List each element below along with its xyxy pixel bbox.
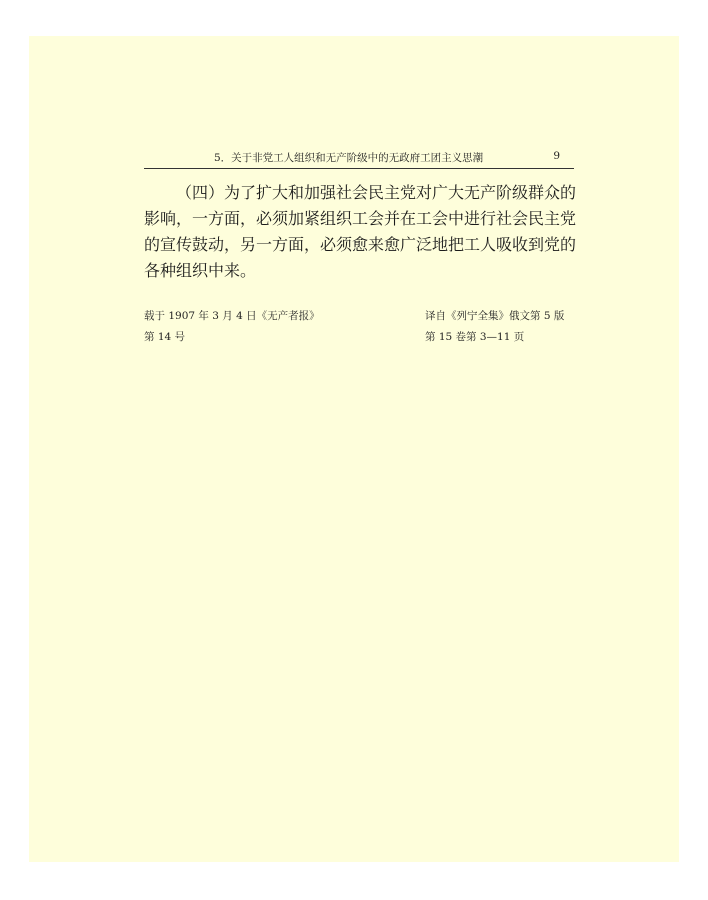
translation-source-line1: 译自《列宁全集》俄文第 5 版 — [425, 310, 565, 322]
translation-source — [425, 306, 564, 348]
publication-source-line2: 第 14 号 — [144, 331, 186, 343]
publication-source-line1: 载于 1907 年 3 月 4 日《无产者报》 — [144, 310, 320, 322]
publication-source — [144, 306, 320, 348]
body-paragraph: （四）为了扩大和加强社会民主党对广大无产阶级群众的影响，一方面，必须加紧组织工会并在工会中进行社会民主党的宣传鼓动，另一方面，必须愈来愈广泛地把工人吸收到党的各种组织中来。 — [144, 183, 577, 280]
page-number: 9 — [553, 150, 560, 162]
running-header — [144, 148, 574, 169]
header-title: 5．关于非党工人组织和无产阶级中的无政府工团主义思潮 — [214, 152, 484, 164]
translation-source-line2: 第 15 卷第 3—11 页 — [425, 331, 525, 343]
